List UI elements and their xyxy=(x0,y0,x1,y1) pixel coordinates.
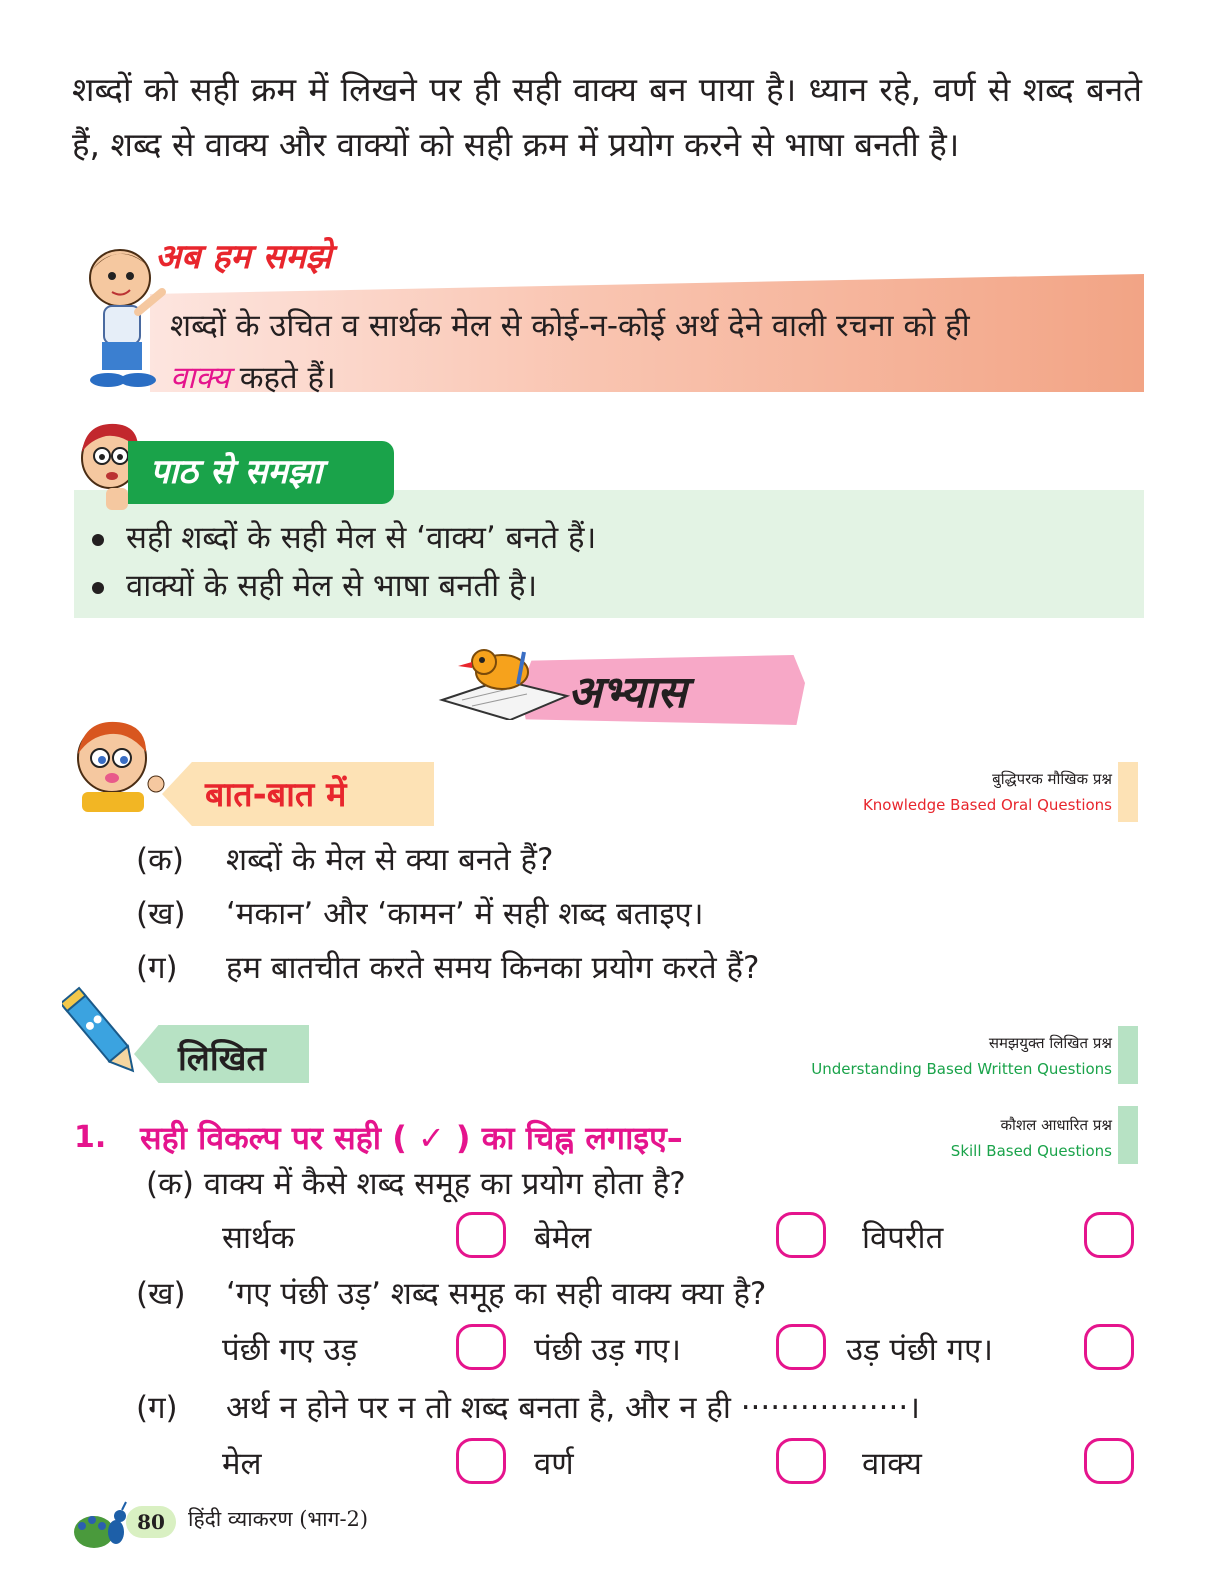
answer-checkbox[interactable] xyxy=(1084,1212,1134,1258)
option-label: बेमेल xyxy=(534,1220,592,1256)
intro-paragraph: शब्दों को सही क्रम में लिखने पर ही सही वाक्य बन पाया है। ध्यान रहे, वर्ण से शब्द बनते हैं, शब्द से वाक्य और वाक्यों को सही क्रम में प्रयोग करने से भाषा बनती है। xyxy=(72,70,1142,164)
mcq-question: (ख) ‘गए पंछी उड़’ शब्द समूह का सही वाक्य क्या है? xyxy=(136,1276,767,1312)
book-title: हिंदी व्याकरण (भाग-2) xyxy=(188,1507,369,1531)
oral-question: (ख) ‘मकान’ और ‘कामन’ में सही शब्द बताइए। xyxy=(136,896,704,932)
answer-checkbox[interactable] xyxy=(456,1212,506,1258)
summary-bullet: वाक्यों के सही मेल से भाषा बनती है। xyxy=(92,564,537,606)
caption-bar xyxy=(1118,1026,1138,1084)
option-label: सार्थक xyxy=(222,1220,295,1256)
section-title-ab-hum-samjhe: अब हम समझे xyxy=(155,237,332,277)
peacock-icon xyxy=(72,1496,134,1552)
section-title-paath-se-samjha: पाठ से समझा xyxy=(128,441,394,504)
definition-text xyxy=(170,300,1130,404)
question-instruction: सही विकल्प पर सही ( ✓ ) का चिह्न लगाइए– xyxy=(140,1119,683,1157)
answer-checkbox[interactable] xyxy=(1084,1438,1134,1484)
answer-checkbox[interactable] xyxy=(776,1438,826,1484)
definition-part1: शब्दों के उचित व सार्थक मेल से कोई-न-कोई अर्थ देने वाली रचना को ही xyxy=(170,308,970,344)
page-number: 80 xyxy=(126,1506,176,1538)
oral-question: (ग) हम बातचीत करते समय किनका प्रयोग करते हैं? xyxy=(136,950,760,986)
option-label: वाक्य xyxy=(862,1446,922,1482)
option-label: पंछी उड़ गए। xyxy=(534,1332,681,1368)
option-label: पंछी गए उड़ xyxy=(222,1332,358,1368)
summary-bullet: सही शब्दों के सही मेल से ‘वाक्य’ बनते हैं। xyxy=(92,516,596,558)
section-title-likhit: लिखित xyxy=(178,1039,266,1079)
pencil-illustration xyxy=(62,984,142,1084)
section-title-baat-baat-mein: बात-बात में xyxy=(205,775,347,815)
definition-part2: कहते हैं। xyxy=(229,360,336,396)
option-label: विपरीत xyxy=(862,1220,944,1256)
answer-checkbox[interactable] xyxy=(776,1212,826,1258)
written-questions-caption: समझयुक्त लिखित प्रश्न Understanding Based Written Questions xyxy=(811,1034,1112,1078)
skill-questions-caption: कौशल आधारित प्रश्न Skill Based Questions xyxy=(950,1116,1112,1160)
mcq-question: (ग) अर्थ न होने पर न तो शब्द बनता है, और न ही ·················। xyxy=(136,1390,920,1426)
caption-bar xyxy=(1118,1106,1138,1164)
answer-checkbox[interactable] xyxy=(776,1324,826,1370)
caption-bar xyxy=(1118,762,1138,822)
option-label: मेल xyxy=(222,1446,262,1482)
oral-question: (क) शब्दों के मेल से क्या बनते हैं? xyxy=(136,842,554,878)
oral-questions-caption: बुद्धिपरक मौखिक प्रश्न Knowledge Based Oral Questions xyxy=(862,770,1112,814)
bullet-dot xyxy=(92,534,104,546)
answer-checkbox[interactable] xyxy=(456,1324,506,1370)
answer-checkbox[interactable] xyxy=(1084,1324,1134,1370)
bird-writing-illustration xyxy=(432,640,572,720)
mcq-question: (क) वाक्य में कैसे शब्द समूह का प्रयोग होता है? xyxy=(146,1166,686,1202)
option-label: वर्ण xyxy=(534,1446,574,1482)
section-title-abhyas: अभ्यास xyxy=(568,667,687,718)
answer-checkbox[interactable] xyxy=(456,1438,506,1484)
definition-highlight: वाक्य xyxy=(170,360,230,396)
option-label: उड़ पंछी गए। xyxy=(846,1332,993,1368)
question-number: 1. xyxy=(74,1120,107,1155)
boy-waving-illustration xyxy=(70,714,170,814)
bullet-dot xyxy=(92,582,104,594)
